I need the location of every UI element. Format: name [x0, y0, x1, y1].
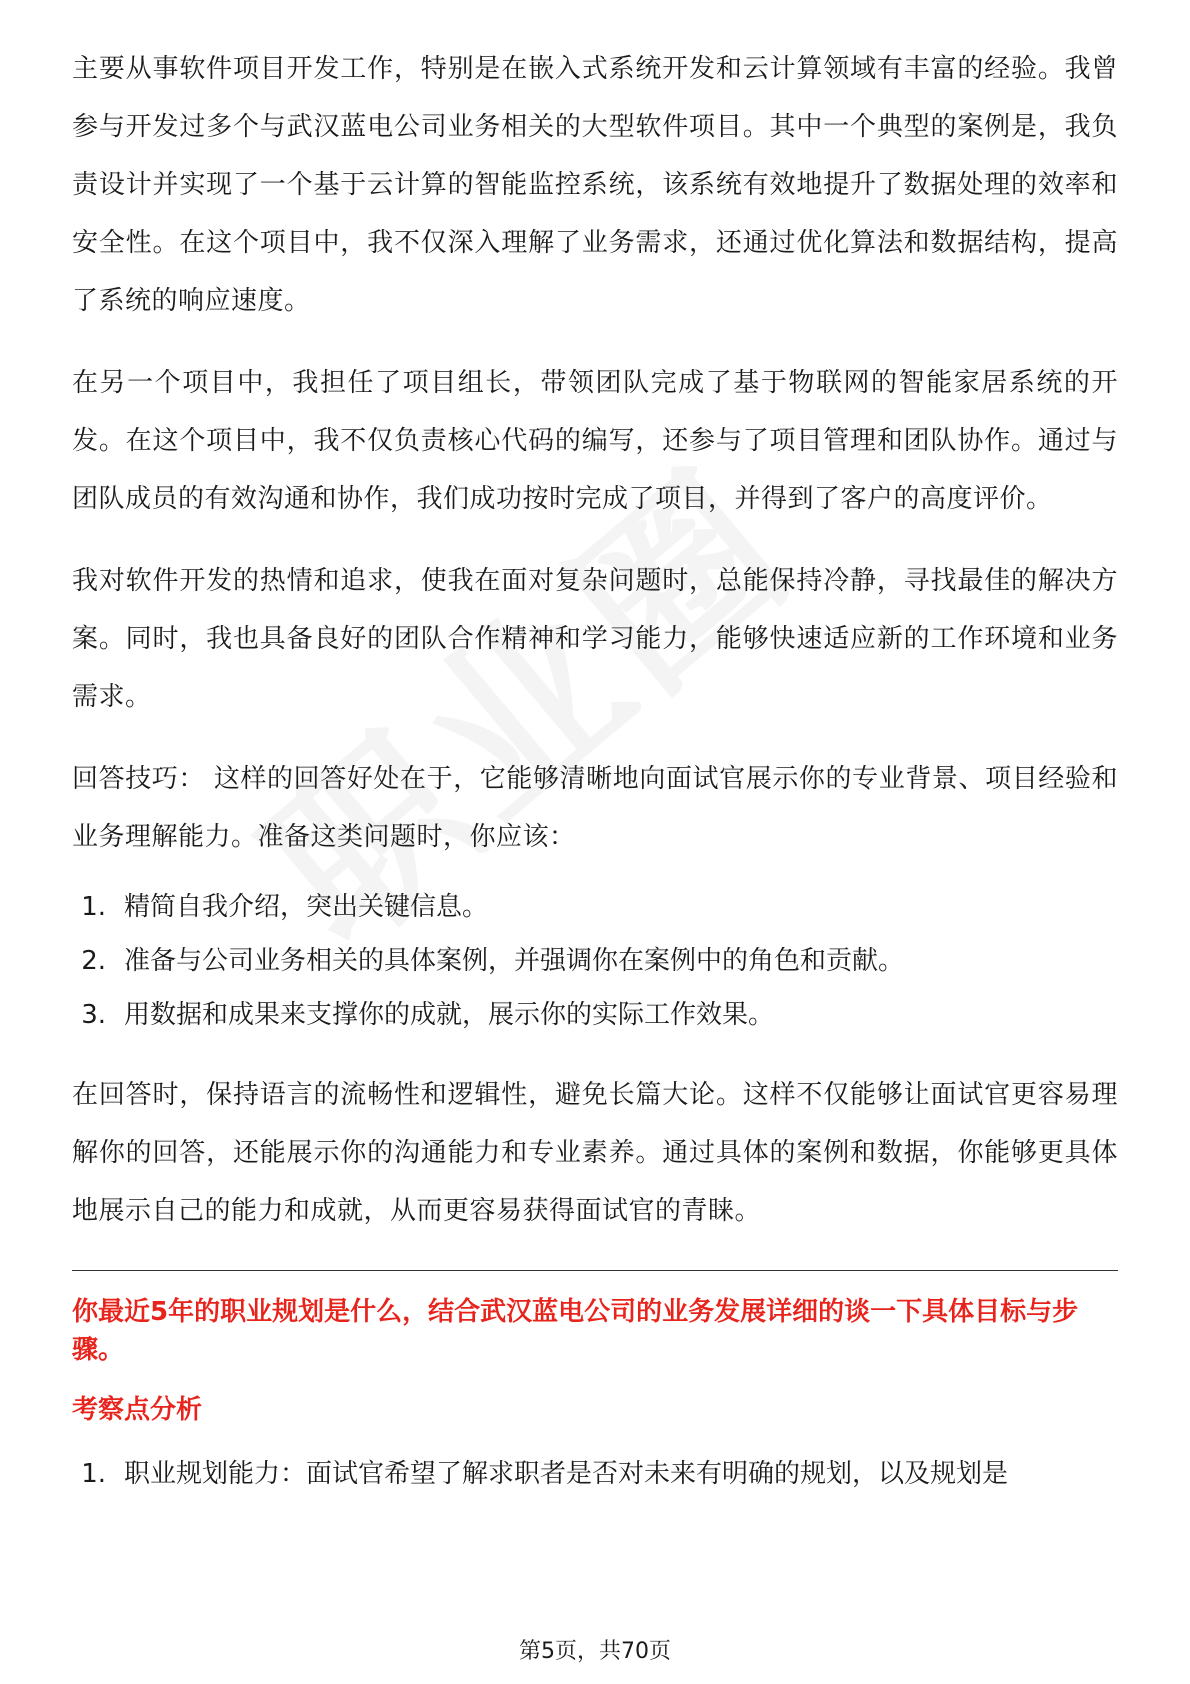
tips-list	[72, 880, 1118, 1042]
list-item	[72, 880, 1118, 934]
document-page	[72, 40, 1118, 1501]
list-item	[72, 934, 1118, 988]
paragraph-closing: 在回答时，保持语言的流畅性和逻辑性，避免长篇大论。这样不仅能够让面试官更容易理解你的回答，还能展示你的沟通能力和专业素养。通过具体的案例和数据，你能够更具体地展示自己的能力和成就，从而更容易获得面试官的青睐。	[72, 1080, 1118, 1226]
section-title: 考察点分析	[72, 1395, 203, 1425]
list-number: 1.	[81, 1459, 106, 1489]
list-number: 2.	[81, 946, 106, 976]
list-number: 3.	[81, 1000, 106, 1030]
paragraph-answer-tips: 回答技巧： 这样的回答好处在于，它能够清晰地向面试官展示你的专业背景、项目经验和业务理解能力。准备这类问题时，你应该：	[72, 764, 1118, 852]
page-footer: 第5页，共70页	[519, 1639, 671, 1664]
list-text: 准备与公司业务相关的具体案例，并强调你在案例中的角色和贡献。	[124, 946, 905, 976]
list-text: 职业规划能力：面试官希望了解求职者是否对未来有明确的规划，以及规划是	[124, 1459, 1009, 1489]
list-text: 精简自我介绍，突出关键信息。	[124, 892, 489, 922]
list-item	[72, 988, 1118, 1042]
section-divider	[72, 1270, 1118, 1271]
interview-question: 你最近5年的职业规划是什么，结合武汉蓝电公司的业务发展详细的谈一下具体目标与步骤。	[72, 1297, 1079, 1365]
paragraph-team-lead: 在另一个项目中，我担任了项目组长，带领团队完成了基于物联网的智能家居系统的开发。在这个项目中，我不仅负责核心代码的编写，还参与了项目管理和团队协作。通过与团队成员的有效沟通和协作，我们成功按时完成了项目，并得到了客户的高度评价。	[72, 368, 1118, 514]
list-number: 1.	[81, 892, 106, 922]
paragraph-passion: 我对软件开发的热情和追求，使我在面对复杂问题时，总能保持冷静，寻找最佳的解决方案。同时，我也具备良好的团队合作精神和学习能力，能够快速适应新的工作环境和业务需求。	[72, 566, 1118, 712]
list-text: 用数据和成果来支撑你的成就，展示你的实际工作效果。	[124, 1000, 775, 1030]
analysis-list	[72, 1447, 1118, 1501]
paragraph-experience: 主要从事软件项目开发工作，特别是在嵌入式系统开发和云计算领域有丰富的经验。我曾参与开发过多个与武汉蓝电公司业务相关的大型软件项目。其中一个典型的案例是，我负责设计并实现了一个基于云计算的智能监控系统，该系统有效地提升了数据处理的效率和安全性。在这个项目中，我不仅深入理解了业务需求，还通过优化算法和数据结构，提高了系统的响应速度。	[72, 54, 1118, 316]
list-item	[72, 1447, 1118, 1501]
